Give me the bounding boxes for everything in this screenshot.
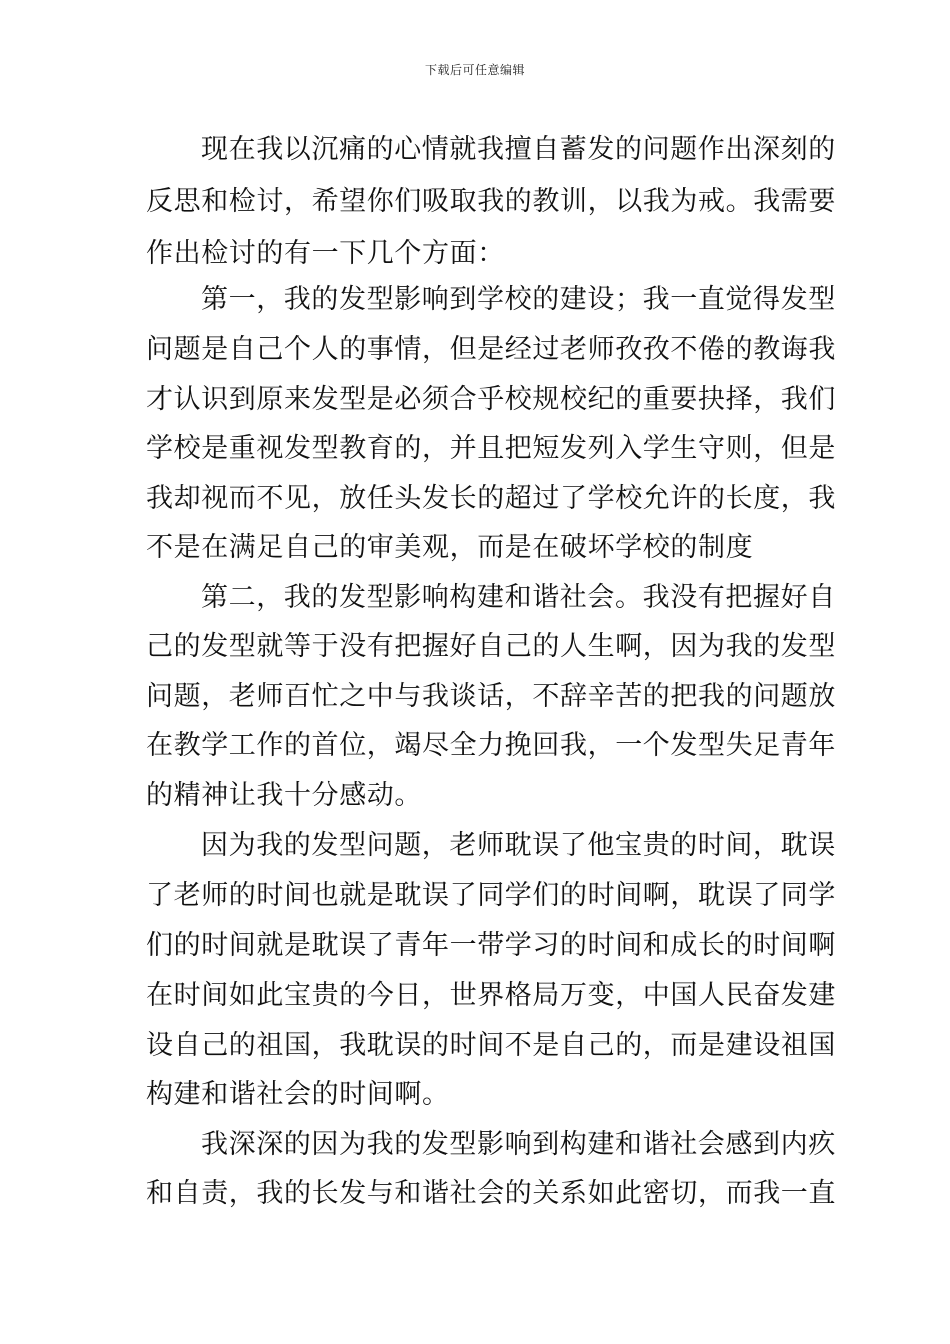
paragraph-2-line-6: 不是在满足自己的审美观，而是在破坏学校的制度 bbox=[146, 532, 754, 563]
paragraph-5-line-2: 和自责，我的长发与和谐社会的关系如此密切，而我一直 bbox=[146, 1178, 836, 1209]
paragraph-2-line-4: 学校是重视发型教育的，并且把短发列入学生守则，但是 bbox=[146, 433, 836, 464]
paragraph-2-line-1: 第一，我的发型影响到学校的建设；我一直觉得发型 bbox=[201, 284, 836, 315]
paragraph-4-line-6: 构建和谐社会的时间啊。 bbox=[146, 1079, 450, 1110]
page-header: 下载后可任意编辑 bbox=[424, 63, 525, 77]
paragraph-3-line-3: 问题，老师百忙之中与我谈话，不辞辛苦的把我的问题放 bbox=[146, 681, 836, 712]
paragraph-2-line-2: 问题是自己个人的事情，但是经过老师孜孜不倦的教诲我 bbox=[146, 334, 836, 365]
paragraph-2-line-5: 我却视而不见，放任头发长的超过了学校允许的长度，我 bbox=[146, 483, 836, 514]
paragraph-4-line-3: 们的时间就是耽误了青年一带学习的时间和成长的时间啊 bbox=[146, 930, 836, 961]
paragraph-4-line-4: 在时间如此宝贵的今日，世界格局万变，中国人民奋发建 bbox=[146, 980, 836, 1011]
paragraph-1-line-2: 反思和检讨，希望你们吸取我的教训，以我为戒。我需要 bbox=[146, 186, 836, 217]
paragraph-3-line-5: 的精神让我十分感动。 bbox=[146, 780, 422, 811]
paragraph-4-line-1: 因为我的发型问题，老师耽误了他宝贵的时间，耽误 bbox=[201, 830, 836, 861]
paragraph-3-line-2: 己的发型就等于没有把握好自己的人生啊，因为我的发型 bbox=[146, 631, 836, 662]
paragraph-4-line-2: 了老师的时间也就是耽误了同学们的时间啊，耽误了同学 bbox=[146, 880, 836, 911]
paragraph-1-line-1: 现在我以沉痛的心情就我擅自蓄发的问题作出深刻的 bbox=[201, 134, 836, 165]
paragraph-4-line-5: 设自己的祖国，我耽误的时间不是自己的，而是建设祖国 bbox=[146, 1030, 836, 1061]
paragraph-3-line-4: 在教学工作的首位，竭尽全力挽回我，一个发型失足青年 bbox=[146, 730, 836, 761]
paragraph-3-line-1: 第二，我的发型影响构建和谐社会。我没有把握好自 bbox=[201, 582, 836, 613]
paragraph-1-line-3: 作出检讨的有一下几个方面： bbox=[146, 238, 505, 269]
paragraph-2-line-3: 才认识到原来发型是必须合乎校规校纪的重要抉择，我们 bbox=[146, 384, 836, 415]
paragraph-5-line-1: 我深深的因为我的发型影响到构建和谐社会感到内疚 bbox=[201, 1129, 836, 1160]
